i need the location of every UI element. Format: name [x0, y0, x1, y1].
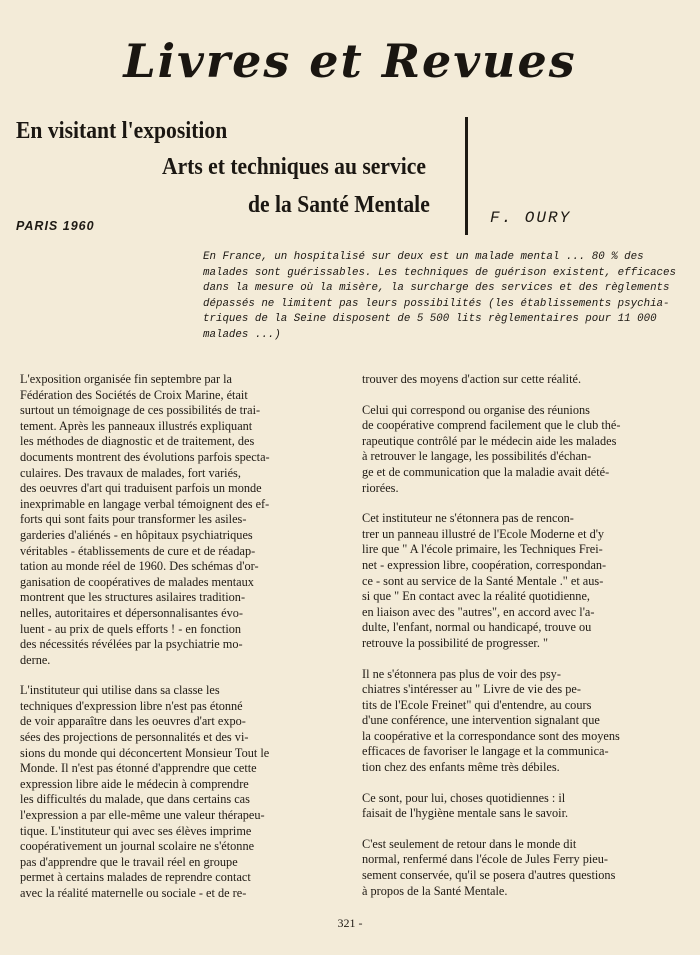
title-line-1: En visitant l'exposition	[16, 118, 228, 144]
text-line: à retrouver le langage, les possibilités d'échan-	[362, 449, 592, 464]
text-line: les difficultés du malade, que dans certains cas	[20, 792, 250, 807]
title-line-3: de la Santé Mentale	[248, 192, 430, 218]
text-line: ganisation de coopératives de malades mentaux	[20, 574, 254, 589]
text-line: garderies d'aliénés - en hôpitaux psychiatriques	[20, 527, 253, 542]
text-line: efficaces de favoriser le langage et la communica-	[362, 744, 609, 759]
text-line: à propos de la Santé Mentale.	[362, 883, 508, 898]
paragraph	[362, 837, 680, 899]
paragraph	[362, 403, 680, 497]
text-line: normal, renfermé dans l'école de Jules Ferry pieu-	[362, 852, 609, 867]
text-line: pas d'apprendre que le travail réel en groupe	[20, 854, 238, 869]
text-line: chiatres s'intéresser au " Livre de vie des pe-	[362, 682, 581, 697]
intro-line: malades sont guérissables. Les techniques de guérison existent, efficaces	[203, 266, 676, 279]
text-line: tion chez des enfants même très débiles.	[362, 760, 560, 775]
text-line: la coopérative et la correspondance sont des moyens	[362, 728, 620, 743]
text-line: ce - sont au service de la Santé Mentale ." et aus-	[362, 573, 604, 588]
intro-line: malades ...)	[203, 328, 281, 341]
author: F. OURY	[490, 209, 572, 227]
text-line: tits de l'Ecole Freinet" qui d'entendre, au cours	[362, 697, 592, 712]
text-line: Ce sont, pour lui, choses quotidiennes : il	[362, 790, 566, 805]
text-line: des oeuvres d'art qui traduisent parfois un monde	[20, 481, 262, 496]
text-line: techniques d'expression libre n'est pas étonné	[20, 698, 243, 713]
text-line: dulte, l'enfant, normal ou handicapé, trouve ou	[362, 620, 592, 635]
text-line: tement. Après les panneaux illustrés expliquant	[20, 418, 253, 433]
text-line: l'expression a par elle-même une valeur thérapeu-	[20, 808, 265, 823]
text-line: coopérativement un journal scolaire ne s'étonne	[20, 839, 255, 854]
text-line: surtout un témoignage de ces possibilités de trai-	[20, 403, 261, 418]
text-line: si que " En contact avec la réalité quotidienne,	[362, 589, 590, 604]
text-line: expression libre aide le médecin à comprendre	[20, 776, 249, 791]
page-number: 321 -	[337, 916, 363, 930]
text-line: nelles, autoritaires et dépersonnalisantes évo-	[20, 605, 243, 620]
text-line: véritables - établissements de cure et de réadap-	[20, 543, 256, 558]
paragraph	[362, 791, 680, 822]
text-line: tation au monde réel de 1960. Des schémas d'or-	[20, 559, 259, 574]
text-line: Celui qui correspond ou organise des réunions	[362, 402, 590, 417]
text-line: Monde. Il n'est pas étonné d'apprendre que cette	[20, 761, 257, 776]
text-line: faisait de l'hygiène mentale sans le savoir.	[362, 806, 569, 821]
text-line: Il ne s'étonnera pas plus de voir des psy-	[362, 666, 561, 681]
text-line: L'exposition organisée fin septembre par la	[20, 372, 232, 386]
title-divider	[465, 117, 468, 235]
text-line: L'instituteur qui utilise dans sa classe les	[20, 683, 220, 698]
text-line: rapeutique contrôlé par le médecin aide les malades	[362, 433, 617, 448]
text-line: permet à certains malades de reprendre contact	[20, 870, 251, 885]
text-line: C'est seulement de retour dans le monde dit	[362, 836, 577, 851]
section-title: Livres et Revues	[123, 34, 577, 88]
text-line: ge et de communication que la maladie avait dété-	[362, 464, 610, 479]
text-line: documents montrent des évolutions parfois specta-	[20, 449, 270, 464]
text-line: sions du monde qui déconcertent Monsieur Tout le	[20, 745, 270, 760]
intro-line: dans la mesure où la misère, la surcharge des services et des règlements	[203, 282, 670, 294]
title-line-2: Arts et techniques au service	[162, 154, 426, 180]
right-column	[362, 372, 680, 914]
left-column	[20, 372, 320, 917]
text-line: Cet instituteur ne s'étonnera pas de rencon-	[362, 511, 574, 526]
text-line: en liaison avec des "autres", en accord avec l'a-	[362, 604, 595, 619]
text-line: de coopérative comprend facilement que le club thé-	[362, 418, 621, 433]
text-line: derne.	[20, 652, 51, 667]
text-line: luent - au prix de quels efforts ! - en fonction	[20, 621, 242, 636]
text-line: lire que " A l'école primaire, les Techniques Frei-	[362, 542, 603, 557]
text-line: des nécessités révélées par la psychiatrie mo-	[20, 637, 243, 652]
text-line: Fédération des Sociétés de Croix Marine, était	[20, 387, 248, 402]
text-line: montrent que les structures asilaires tradition-	[20, 590, 246, 605]
text-line: sement conservée, qu'il se posera d'autres questions	[362, 868, 616, 883]
text-line: sées des projections de personnalités et des vi-	[20, 730, 249, 745]
text-line: avec la réalité maternelle ou sociale - et de re-	[20, 886, 247, 900]
text-line: de voir apparaître dans les oeuvres d'art expo-	[20, 714, 246, 729]
paragraph	[362, 511, 680, 651]
intro-line: dépassés ne limitent pas leurs possibilités (les établissements psychia-	[203, 297, 670, 310]
text-line: inexprimable en langage verbal témoignent des ef-	[20, 496, 270, 511]
paragraph	[362, 667, 680, 776]
text-line: trer un panneau illustré de l'Ecole Moderne et d'y	[362, 526, 605, 541]
intro-line: triques de la Seine disposent de 5 500 lits règlementaires pour 11 000	[203, 313, 657, 325]
text-line: riorées.	[362, 480, 399, 495]
paragraph	[20, 372, 320, 668]
intro-paragraph	[203, 250, 679, 343]
place-date: PARIS 1960	[16, 219, 95, 233]
paragraph	[20, 683, 320, 901]
text-line: trouver des moyens d'action sur cette réalité.	[362, 372, 582, 386]
text-line: les méthodes de diagnostic et de traitement, des	[20, 434, 255, 449]
text-line: net - expression libre, coopération, correspondan-	[362, 557, 607, 572]
text-line: d'une conférence, une intervention signalant que	[362, 713, 600, 728]
text-line: retrouve la possibilité de progresser. "	[362, 635, 549, 650]
text-line: forts qui sont faits pour transformer les asiles-	[20, 512, 247, 527]
paragraph	[362, 372, 680, 388]
text-line: culaires. Des travaux de malades, fort variés,	[20, 465, 241, 480]
text-line: tique. L'instituteur qui avec ses élèves imprime	[20, 823, 252, 838]
intro-line: En France, un hospitalisé sur deux est un malade mental ... 80 % des	[203, 251, 644, 263]
